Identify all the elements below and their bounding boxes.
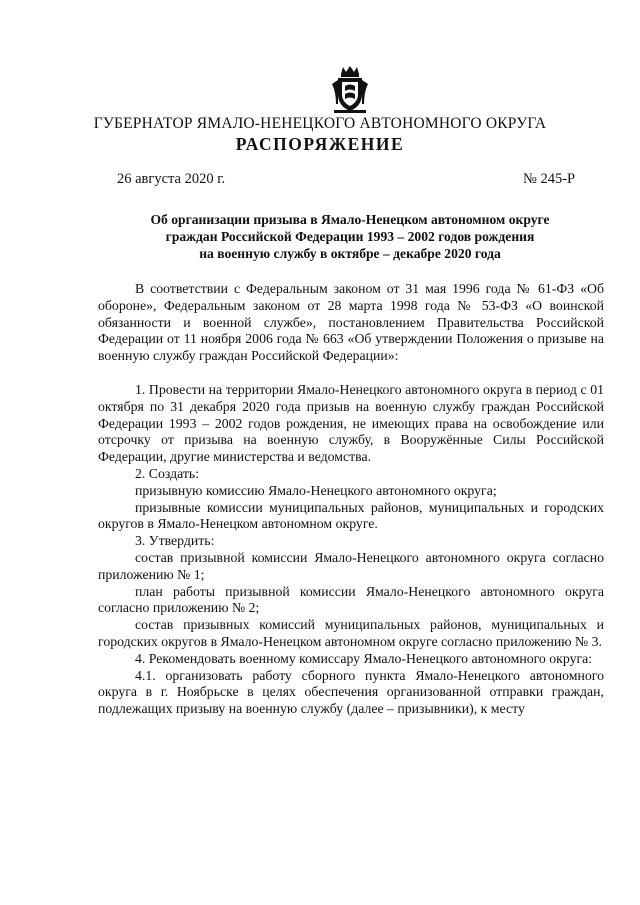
clause-3-item: состав призывных комиссий муниципальных районов, муниципальных и городских округов в Ямало-Ненецком автономном округе согласно приложению № 3. — [98, 617, 604, 649]
preamble-paragraph: В соответствии с Федеральным законом от 31 мая 1996 года № 61-ФЗ «Об обороне», Федеральным законом от 28 марта 1998 года № 53-ФЗ «О воинской обязанности и военной службе», постановлением Правительства Российской Федерации от 11 ноября 2006 года № 663 «Об утверждении Положения о призыве на военную службу граждан Российской Федерации»: — [98, 281, 604, 364]
document-type-heading: РАСПОРЯЖЕНИЕ — [235, 134, 405, 154]
clause-4: 4. Рекомендовать военному комиссару Ямало-Ненецкого автономного округа: — [135, 650, 593, 666]
clause-3: 3. Утвердить: — [135, 533, 215, 549]
organization-heading: ГУБЕРНАТОР ЯМАЛО-НЕНЕЦКОГО АВТОНОМНОГО ОКРУГА — [93, 115, 547, 132]
document-date: 26 августа 2020 г. — [117, 171, 226, 187]
coat-of-arms-icon — [330, 64, 370, 114]
clause-4-1: 4.1. организовать работу сборного пункта Ямало-Ненецкого автономного округа в г. Ноябрьске в целях обеспечения организованной отправки граждан, подлежащих призыву на военную службу (далее – призывники), к месту — [98, 667, 604, 717]
title-line: на военную службу в октябре – декабре 2020 года — [199, 246, 501, 261]
title-line: граждан Российской Федерации 1993 – 2002 годов рождения — [165, 229, 535, 244]
clause-1: 1. Провести на территории Ямало-Ненецкого автономного округа в период с 01 октября по 31 декабря 2020 года призыв на военную службу граждан Российской Федерации 1993 – 2002 годов рождения, не имеющих права на освобождение или отсрочку от призыва на военную службу, в Вооружённые Силы Российской Федерации, другие министерства и ведомства. — [98, 381, 604, 465]
document-body — [98, 281, 604, 718]
document-number: № 245-Р — [523, 171, 576, 187]
clause-3-item: состав призывной комиссии Ямало-Ненецкого автономного округа согласно приложению № 1; — [98, 549, 604, 582]
clause-2-item: призывную комиссию Ямало-Ненецкого автономного округа; — [135, 482, 497, 498]
title-line: Об организации призыва в Ямало-Ненецком автономном округе — [150, 212, 550, 227]
clause-2: 2. Создать: — [135, 465, 200, 481]
clause-2-item: призывные комиссии муниципальных районов, муниципальных и городских округов в Ямало-Ненецком автономном округе. — [98, 499, 604, 532]
clause-3-item: план работы призывной комиссии Ямало-Ненецкого автономного округа согласно приложению № 2; — [98, 583, 604, 616]
document-title — [90, 211, 610, 262]
